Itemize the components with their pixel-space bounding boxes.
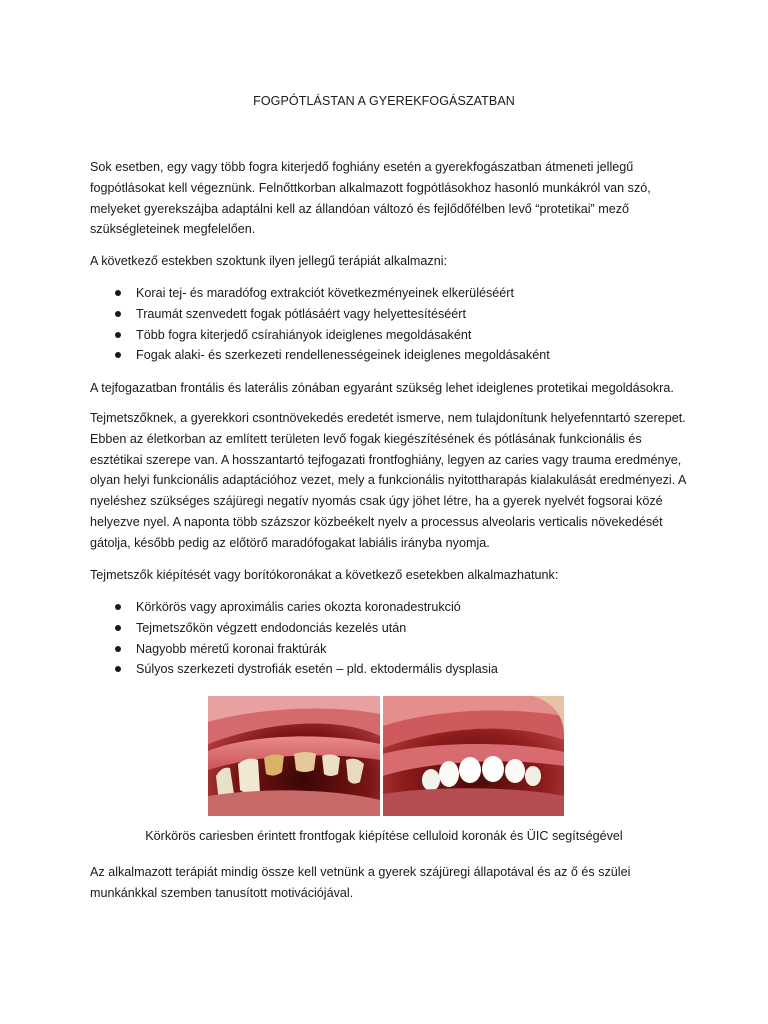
list-item: Nagyobb méretű koronai fraktúrák [90, 639, 690, 660]
after-treatment-photo [383, 696, 564, 816]
frontal-paragraph [90, 378, 690, 399]
closing-text: Az alkalmazott terápiát mindig össze kell vetnünk a gyerek szájüregi állapotával és az ő és szülei munkánkkal szemben tanusított motivációjával. [90, 865, 631, 900]
bullet-icon [115, 625, 121, 631]
figure-caption: Körkörös cariesben érintett frontfogak kiépítése celluloid koronák és ÜIC segítségével [145, 829, 623, 843]
intro-paragraph [90, 157, 690, 240]
list-item: Több fogra kiterjedő csírahiányok ideiglenes megoldásaként [90, 325, 690, 346]
bullet-icon [115, 666, 121, 672]
bullet-icon [115, 352, 121, 358]
list-item: Körkörös vagy aproximális caries okozta koronadestrukció [90, 597, 690, 618]
list-item: Fogak alaki- és szerkezeti rendellenességeinek ideiglenes megoldásaként [90, 345, 690, 366]
list1-lead-text: A következő estekben szoktunk ilyen jellegű terápiát alkalmazni: [90, 254, 448, 268]
closing-paragraph [90, 862, 690, 904]
bullet-icon [115, 311, 121, 317]
bullet-icon [115, 646, 121, 652]
intro-text: Sok esetben, egy vagy több fogra kiterjedő foghiány esetén a gyerekfogászatban átmeneti jellegű fogpótlásokat kell végeznünk. Felnőttkorban alkalmazott fogpótlásokhoz hasonló munkákról van szó, melyeket gyerekszájba adaptálni kell az állandóan változó és fejlődőfélben levő “protetikai” mező szükségleteinek megfelelően. [90, 160, 651, 237]
list2-lead-paragraph [90, 565, 690, 586]
list-item: Tejmetszőkön végzett endodonciás kezelés után [90, 618, 690, 639]
bullet-icon [115, 604, 121, 610]
indications-list [90, 283, 690, 366]
dental-photos [208, 696, 564, 816]
list-item: Korai tej- és maradófog extrakciót következményeinek elkerüléséért [90, 283, 690, 304]
before-treatment-photo [208, 696, 380, 816]
incisors-text: Tejmetszőknek, a gyerekkori csontnövekedés eredetét ismerve, nem tulajdonítunk helyefenntartó szerepet. Ebben az életkorban az említett területen levő fogak kiegészítésének és pótlásának funkcionális és esztétikai szerepe van. A hosszantartó tejfogazati frontfoghiány, legyen az caries vagy trauma eredménye, olyan helyi funkcionális adaptációhoz vezet, mely a funkcionális nyitottharapás kialakulását eredményezi. A nyeléshez szükséges szájüregi negatív nyomás csak úgy jöhet létre, ha a gyerek nyelvét fogsorai közé helyezve nyel. A naponta több százszor közbeékelt nyelv a processus alveolaris verticalis növekedését gátolja, később pedig az előtörő maradófogakat labiális irányba nyomja. [90, 411, 686, 550]
list1-lead-paragraph [90, 251, 690, 272]
list-item: Traumát szenvedett fogak pótlásáért vagy helyettesítéséért [90, 304, 690, 325]
frontal-text: A tejfogazatban frontális és laterális zónában egyaránt szükség lehet ideiglenes protetikai megoldásokra. [90, 381, 674, 395]
list-item: Súlyos szerkezeti dystrofiák esetén – pld. ektodermális dysplasia [90, 659, 690, 680]
incisors-paragraph [90, 408, 690, 554]
crown-cases-list [90, 597, 690, 680]
document-title: FOGPÓTLÁSTAN A GYEREKFOGÁSZATBAN [253, 94, 515, 108]
bullet-icon [115, 290, 121, 296]
list2-lead-text: Tejmetszők kiépítését vagy borítókoronákat a következő esetekben alkalmazhatunk: [90, 568, 559, 582]
bullet-icon [115, 332, 121, 338]
